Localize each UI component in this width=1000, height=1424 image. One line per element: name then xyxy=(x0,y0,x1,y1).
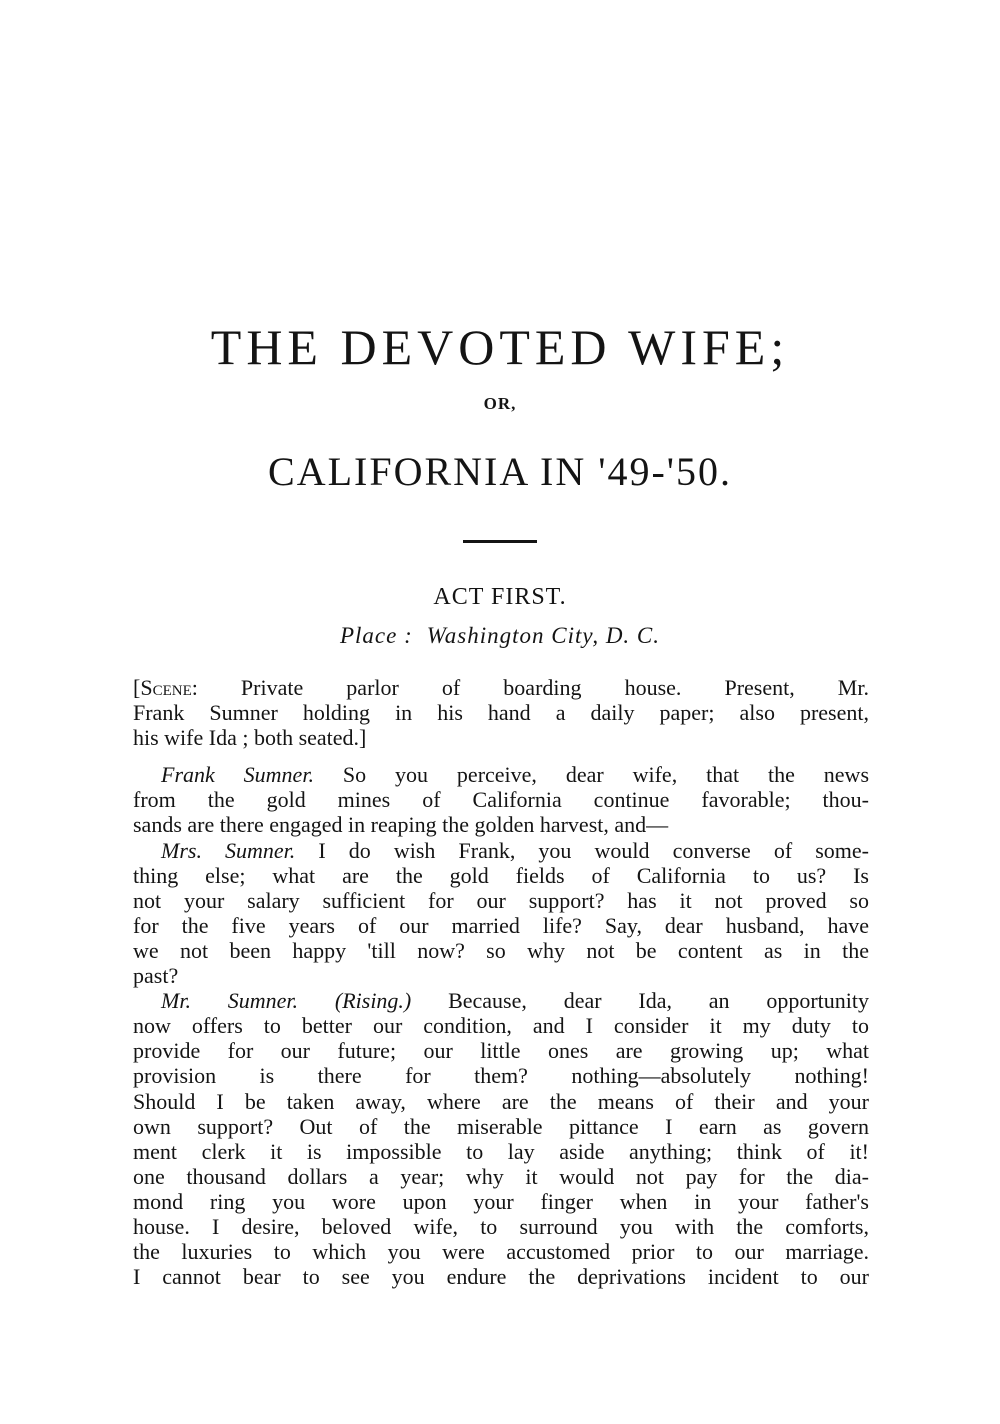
speech-frank-sumner xyxy=(133,762,869,837)
speech-mr-sumner xyxy=(133,988,869,1289)
text-line: sands are there engaged in reaping the golden harvest, and— xyxy=(133,812,669,838)
text-line: ment clerk it is impossible to lay aside anything; think of it! xyxy=(133,1138,869,1164)
speaker-name: Frank Sumner. xyxy=(161,762,314,788)
text-line: Mr. Sumner. (Rising.) Because, dear Ida, an opportunity xyxy=(161,988,870,1014)
speaker-name: Mr. Sumner. xyxy=(161,988,299,1014)
text-line: for the five years of our married life? Say, dear husband, have xyxy=(133,912,869,938)
text-line: mond ring you wore upon your finger when in your father's xyxy=(133,1188,869,1214)
place-label: Place : xyxy=(339,623,413,648)
title-conjunction: OR, xyxy=(483,394,517,413)
text-line: Mrs. Sumner. I do wish Frank, you would converse of some- xyxy=(161,837,869,863)
text-line: from the gold mines of California continue favorable; thou- xyxy=(133,787,869,813)
play-title: THE DEVOTED WIFE; xyxy=(210,319,790,375)
text-line: one thousand dollars a year; why it would not pay for the dia- xyxy=(133,1163,869,1189)
play-text xyxy=(133,675,869,1289)
title-divider xyxy=(463,540,537,543)
text-line: Should I be taken away, where are the means of their and your xyxy=(133,1088,869,1114)
text-line: [Scene: Private parlor of boarding house. Present, Mr. xyxy=(133,675,869,700)
text-line: provide for our future; our little ones are growing up; what xyxy=(133,1038,869,1064)
text-line: provision is there for them? nothing—absolutely nothing! xyxy=(133,1063,869,1089)
text-line: past? xyxy=(133,963,179,989)
text-line: I cannot bear to see you endure the deprivations incident to our xyxy=(133,1264,869,1290)
speaker-name: Mrs. Sumner. xyxy=(161,837,296,863)
text-line: his wife Ida ; both seated.] xyxy=(133,725,367,751)
text-line: own support? Out of the miserable pittance I earn as govern xyxy=(133,1113,869,1139)
text-line: the luxuries to which you were accustomed prior to our marriage. xyxy=(133,1239,869,1265)
stage-direction: (Rising.) xyxy=(334,988,412,1014)
scene-label: Scene xyxy=(140,675,192,700)
text-line: Frank Sumner. So you perceive, dear wife, that the news xyxy=(161,762,870,788)
scene-direction xyxy=(133,675,869,750)
place-line xyxy=(0,623,1000,649)
text-line: thing else; what are the gold fields of California to us? Is xyxy=(133,862,869,888)
text-line: we not been happy 'till now? so why not be content as in the xyxy=(133,937,869,963)
act-heading: ACT FIRST. xyxy=(433,584,567,610)
place-value: Washington City, D. C. xyxy=(426,623,661,648)
play-subtitle: CALIFORNIA IN '49-'50. xyxy=(268,449,732,494)
speech-mrs-sumner xyxy=(133,838,869,989)
text-line: house. I desire, beloved wife, to surround you with the comforts, xyxy=(133,1213,869,1239)
text-line: now offers to better our condition, and I consider it my duty to xyxy=(133,1013,869,1039)
text-line: Frank Sumner holding in his hand a daily paper; also present, xyxy=(133,700,869,726)
text-line: not your salary sufficient for our support? has it not proved so xyxy=(133,887,869,913)
